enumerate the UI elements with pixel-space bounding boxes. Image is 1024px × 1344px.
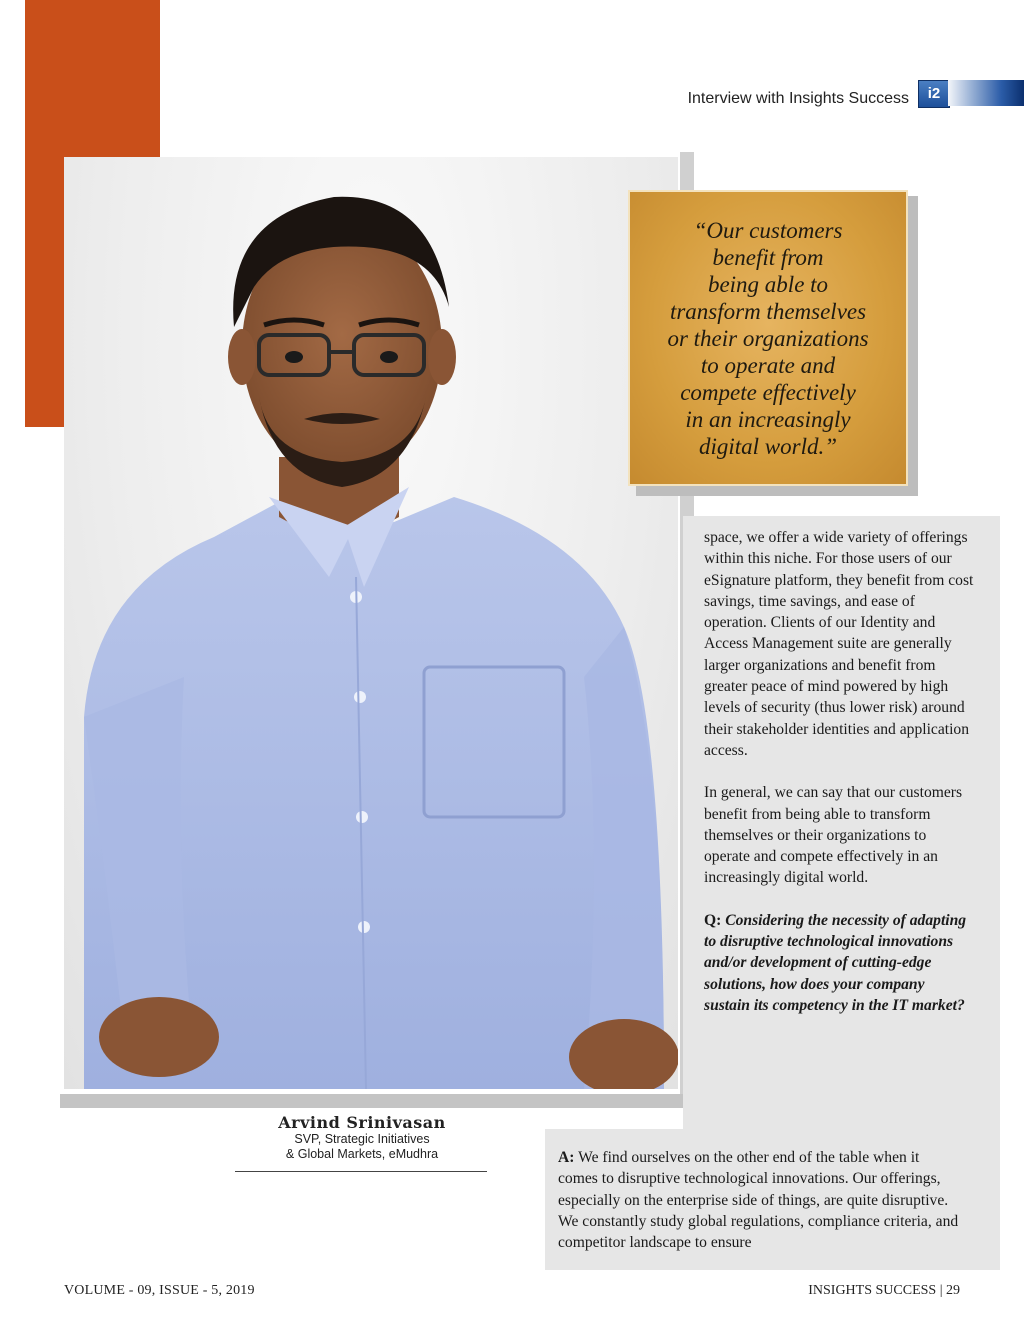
pull-quote-text: “Our customers benefit from being able to transform themselves or their organizations to operate and compete effectively in an increasingly digital world.”: [667, 217, 869, 459]
brand-logo: i2: [918, 80, 950, 108]
caption-divider: [235, 1171, 487, 1172]
footer-issue: VOLUME - 09, ISSUE - 5, 2019: [64, 1283, 255, 1298]
photo-shadow-bottom: [60, 1094, 685, 1108]
question-paragraph: [704, 910, 974, 1016]
caption-role: SVP, Strategic Initiatives & Global Markets, eMudhra: [285, 1132, 439, 1161]
photo-caption: [237, 1113, 487, 1162]
article-column: [704, 527, 974, 1037]
answer-label: A:: [558, 1149, 575, 1166]
section-header: Interview with Insights Success: [687, 90, 909, 107]
header-gradient-strip: [948, 80, 1024, 106]
article-paragraph-2: In general, we can say that our customers benefit from being able to transform themselves or their organizations to operate and compete effectively in an increasingly digital world.: [704, 784, 963, 887]
question-text: Considering the necessity of adapting to disruptive technological innovations and/or development of cutting-edge solutions, how does your company sustain its competency in the IT market?: [704, 911, 967, 1014]
question-label: Q:: [704, 911, 722, 929]
answer-paragraph: [558, 1147, 963, 1253]
pull-quote-box: [628, 190, 908, 486]
answer-text: We find ourselves on the other end of the table when it comes to disruptive technological innovations. Our offerings, especially on the enterprise side of things, are quite disruptive. We constantly study global regulations, compliance criteria, and competitor landscape to ensure: [558, 1149, 959, 1252]
footer-page-number: INSIGHTS SUCCESS | 29: [808, 1283, 960, 1298]
article-paragraph-1: space, we offer a wide variety of offerings within this niche. For those users of our eSignature platform, they benefit from cost savings, time savings, and ease of operation. Clients of our Identity and Access Management suite are generally larger organizations and benefit from greater peace of mind powered by high levels of security (thus lower risk) around their stakeholder identities and application access.: [704, 529, 974, 759]
caption-name: Arvind Srinivasan: [278, 1113, 446, 1132]
portrait-illustration: [64, 157, 678, 1089]
portrait-photo: [64, 157, 678, 1089]
